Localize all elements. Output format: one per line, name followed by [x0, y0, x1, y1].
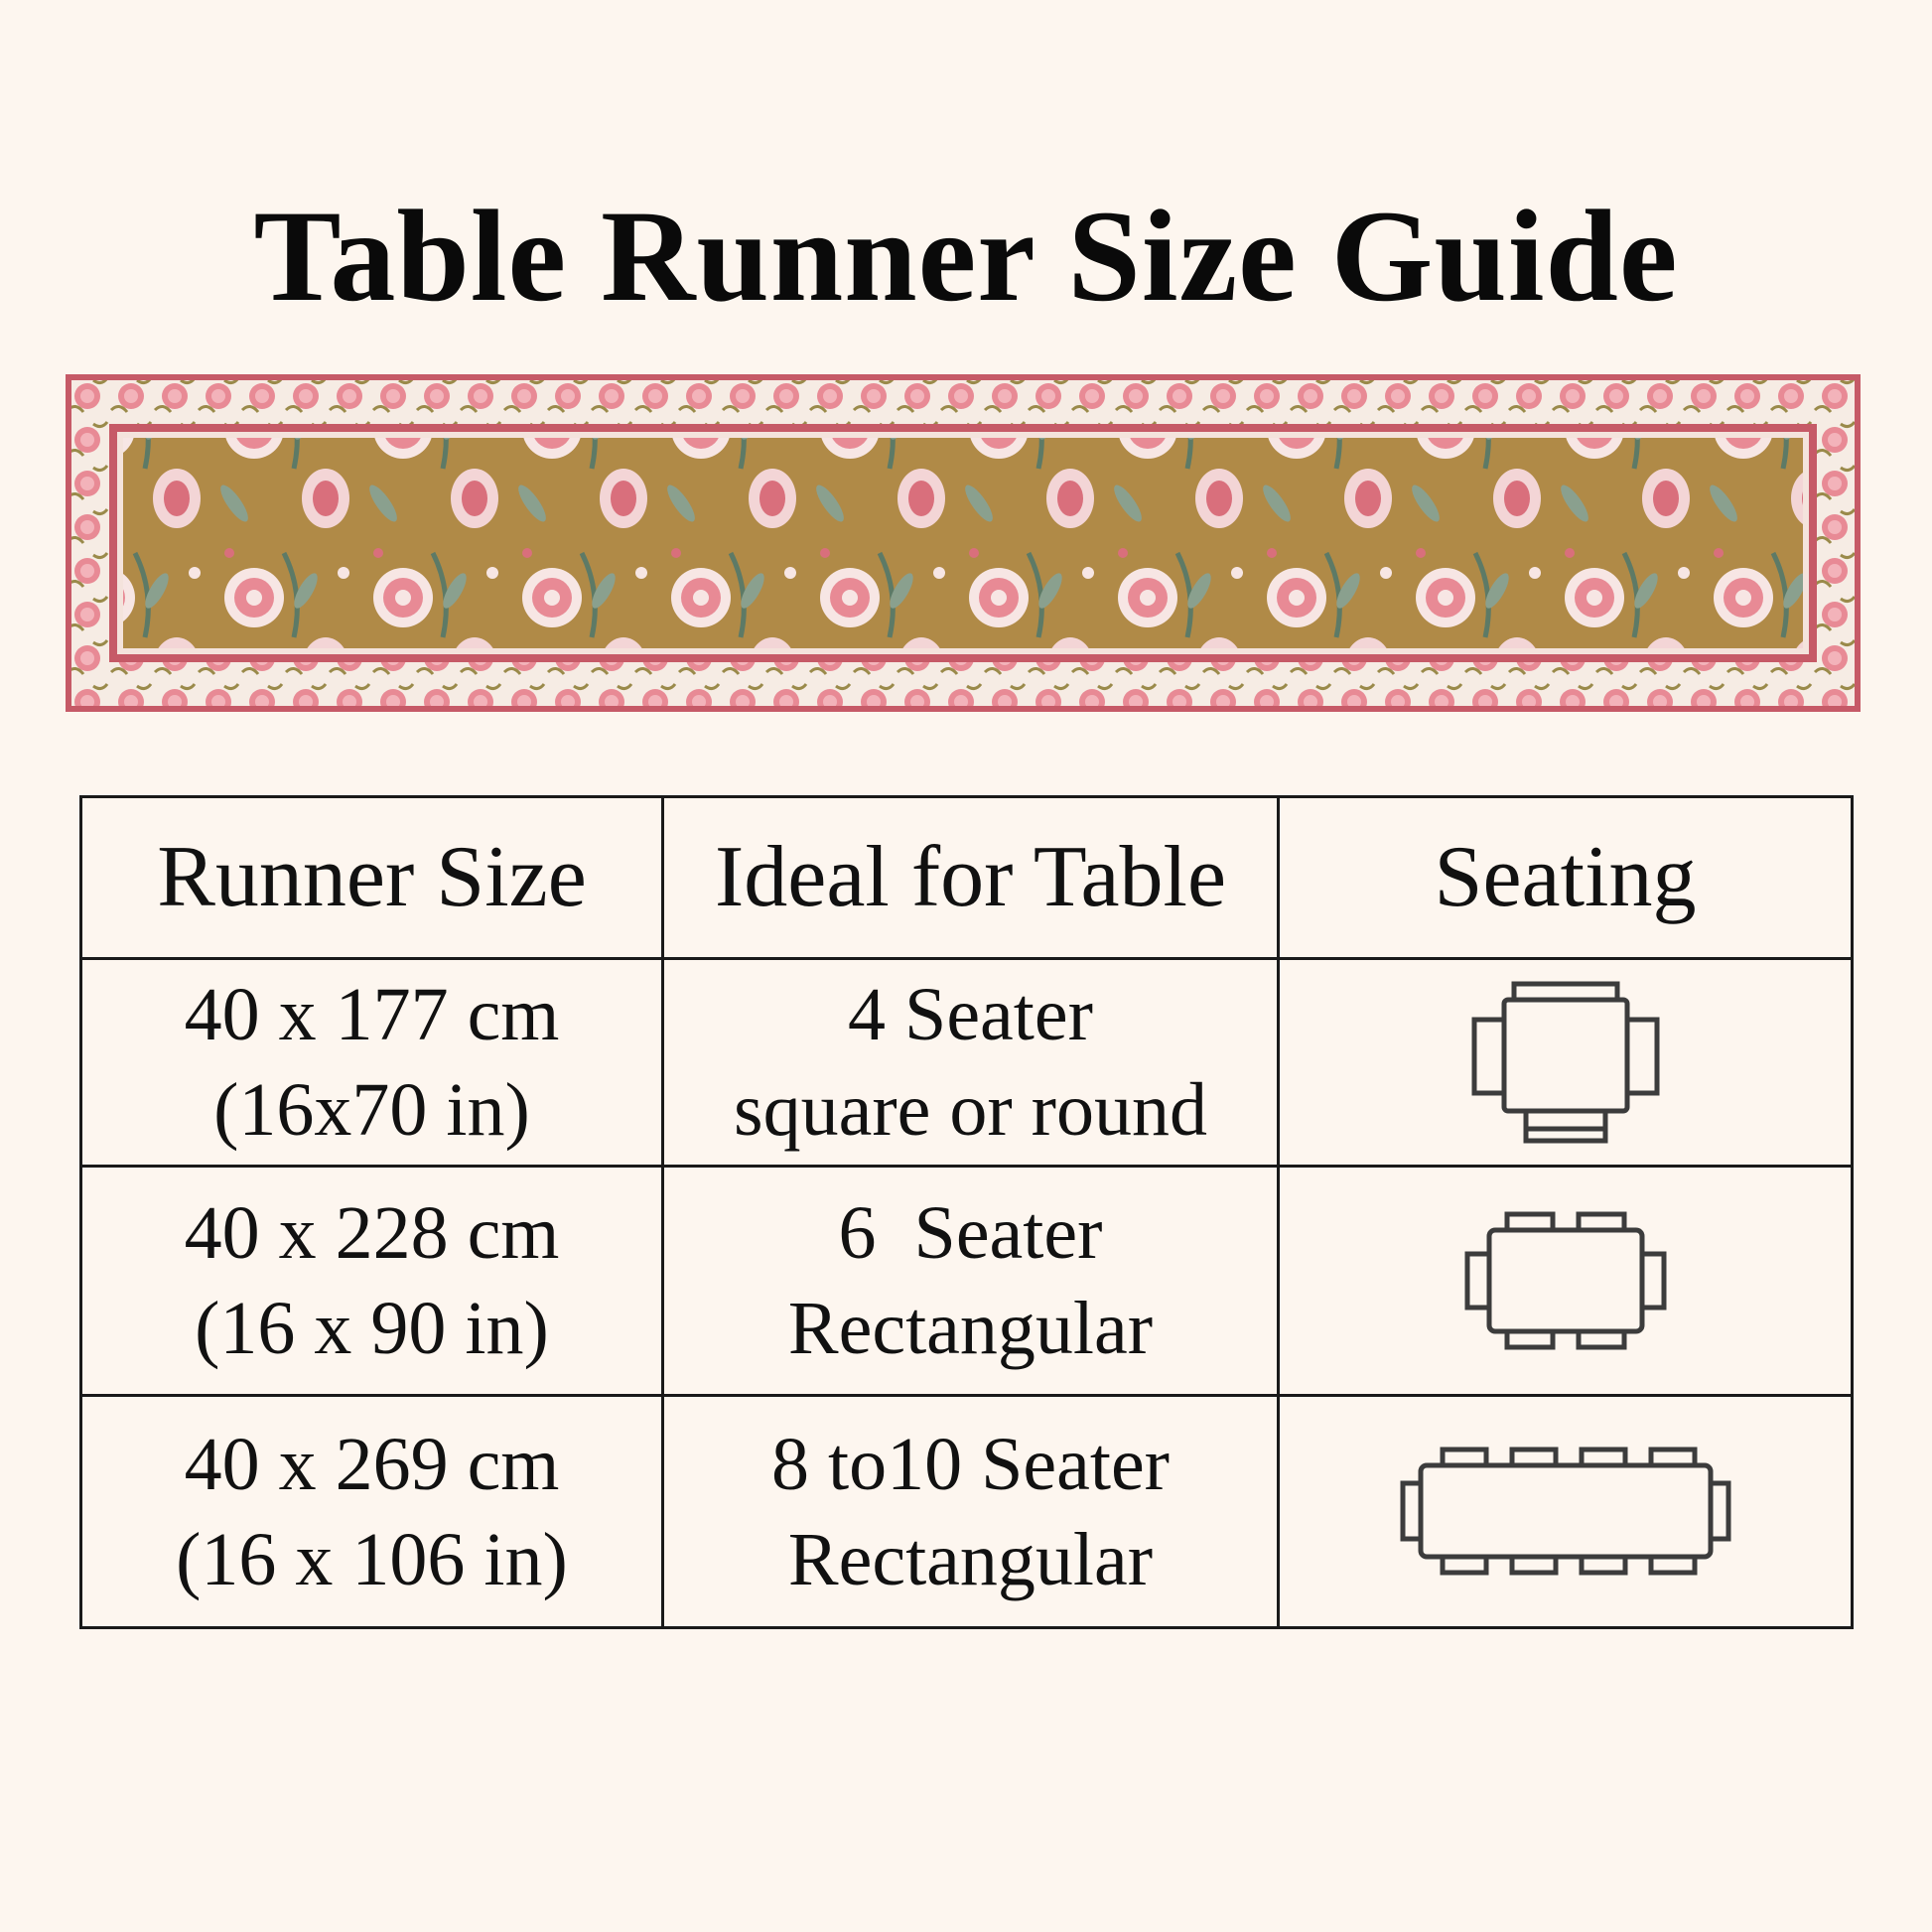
- four-seater-table-icon: [1466, 978, 1665, 1147]
- table-row: [81, 1396, 1853, 1628]
- header-ideal-for-table: Ideal for Table: [663, 797, 1279, 959]
- runner-size-cell: [81, 1167, 663, 1396]
- table-type-line1: 4 Seater: [848, 973, 1093, 1056]
- table-type-line2: square or round: [734, 1068, 1207, 1152]
- seating-cell: [1279, 1167, 1853, 1396]
- ideal-table-cell: [663, 1167, 1279, 1396]
- table-type-line2: Rectangular: [787, 1517, 1154, 1601]
- size-cm: 40 x 177 cm: [184, 973, 560, 1056]
- ideal-table-cell: [663, 959, 1279, 1167]
- seating-cell: [1279, 1396, 1853, 1628]
- size-guide-table: [79, 795, 1854, 1629]
- table-row: [81, 959, 1853, 1167]
- table-header-row: [81, 797, 1853, 959]
- ideal-table-cell: [663, 1396, 1279, 1628]
- size-cm: 40 x 269 cm: [184, 1422, 560, 1506]
- table-type-line2: Rectangular: [787, 1287, 1154, 1370]
- table-row: [81, 1167, 1853, 1396]
- six-seater-table-icon: [1461, 1208, 1670, 1353]
- size-in: (16 x 106 in): [176, 1517, 568, 1601]
- page-title: Table Runner Size Guide: [253, 183, 1679, 329]
- size-in: (16 x 90 in): [195, 1287, 549, 1370]
- runner-size-cell: [81, 1396, 663, 1628]
- header-runner-size: Runner Size: [81, 797, 663, 959]
- table-type-line1: 8 to10 Seater: [770, 1422, 1170, 1506]
- size-in: (16x70 in): [213, 1068, 530, 1152]
- runner-size-cell: [81, 959, 663, 1167]
- floral-table-runner-image: [66, 374, 1861, 712]
- seating-cell: [1279, 959, 1853, 1167]
- table-type-line1: 6 Seater: [838, 1191, 1103, 1275]
- ten-seater-table-icon: [1397, 1444, 1734, 1581]
- header-seating: Seating: [1279, 797, 1853, 959]
- size-cm: 40 x 228 cm: [184, 1191, 560, 1275]
